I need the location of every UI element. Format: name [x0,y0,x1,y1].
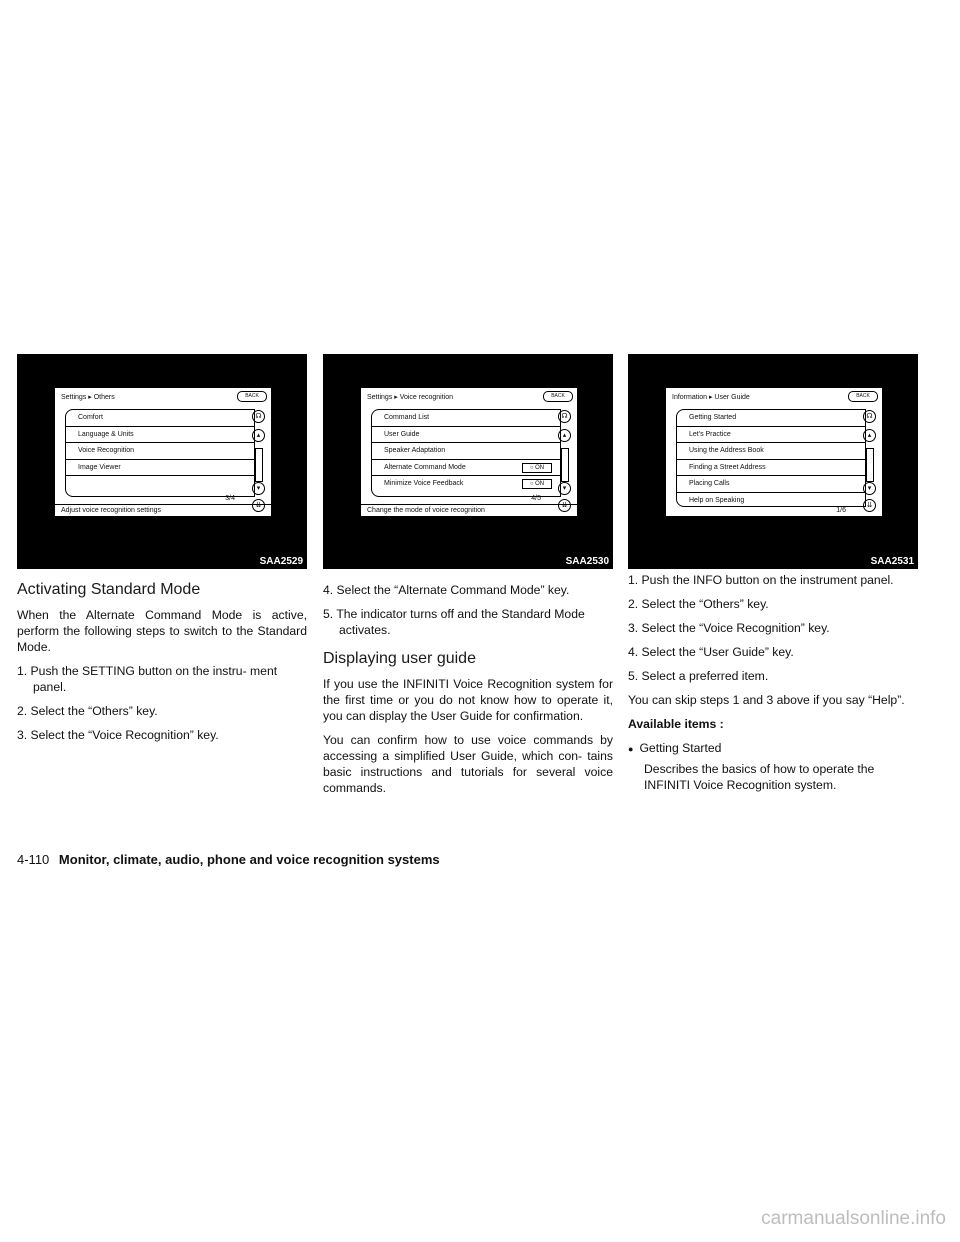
nav-screen [360,387,578,517]
figure-settings-voice [323,354,613,569]
menu-list [676,409,866,507]
scroll-down-icon: ▾ [863,482,876,495]
menu-item: Speaker Adaptation [372,443,560,460]
step: 3. Select the “Voice Recognition” key. [17,728,219,742]
menu-item: Language & Units [66,427,254,444]
page-footer [17,852,440,867]
scrollbar [866,448,874,482]
menu-item: Image Viewer [66,460,254,477]
paragraph: You can skip steps 1 and 3 above if you say “Help”. [628,693,905,707]
page-indicator: 4/5 [531,495,541,502]
voice-icon: ☊ [558,410,571,423]
toggle-state: ON [535,481,545,487]
jump-down-icon: ⇊ [863,499,876,512]
figure-label: SAA2529 [259,556,303,567]
menu-item-label: Minimize Voice Feedback [384,480,464,487]
scroll-down-icon: ▾ [252,482,265,495]
menu-item: Command List [372,410,560,427]
jump-down-icon: ⇊ [558,499,571,512]
step: 5. Select a preferred item. [628,669,769,683]
section-heading: Activating Standard Mode [17,581,201,598]
menu-item [372,476,560,492]
figure-label: SAA2530 [565,556,609,567]
scroll-up-icon: ▴ [558,429,571,442]
toggle-indicator: ○ ON [522,479,552,489]
scrollbar [561,448,569,482]
menu-item-label: Alternate Command Mode [384,463,466,471]
figure-label: SAA2531 [870,556,914,567]
figure-user-guide [628,354,918,569]
voice-icon: ☊ [252,410,265,423]
page-indicator: 1/6 [836,507,846,514]
page-number: 4-110 [17,852,50,867]
menu-item: Comfort [66,410,254,427]
menu-item [66,476,254,492]
screen-title: Settings ▸ Voice recognition [367,394,454,401]
jump-down-icon: ⇊ [252,499,265,512]
scroll-up-icon: ▴ [252,429,265,442]
toggle-indicator: ○ ON [522,463,552,473]
step: 2. Select the “Others” key. [628,597,769,611]
bullet-icon: ● [628,744,634,754]
menu-item [372,460,560,477]
step: 1. Push the INFO button on the instrument panel. [628,573,894,587]
status-bar: Change the mode of voice recognition [361,504,577,516]
back-button: BACK [848,391,878,402]
paragraph: If you use the INFINITI Voice Recognition system for the first time or you do not know how to operate it, you can display the User Guide for confirmation. [323,677,613,723]
menu-item: Finding a Street Address [677,460,865,477]
column-2 [323,354,613,804]
column-1 [17,354,307,751]
scrollbar [255,448,263,482]
chapter-title: Monitor, climate, audio, phone and voice recognition systems [58,852,440,867]
watermark: carmanualsonline.info [761,1208,946,1229]
menu-item: Using the Address Book [677,443,865,460]
menu-item: Getting Started [677,410,865,427]
list-item-label: Getting Started [639,741,722,755]
back-button: BACK [543,391,573,402]
step: 3. Select the “Voice Recognition” key. [628,621,830,635]
nav-screen [54,387,272,517]
status-bar: Adjust voice recognition settings [55,504,271,516]
column-3 [628,354,918,801]
toggle-state: ON [535,464,545,471]
menu-item: Placing Calls [677,476,865,493]
menu-item: User Guide [372,427,560,444]
step: 4. Select the “Alternate Command Mode” key. [323,583,570,597]
paragraph: When the Alternate Command Mode is active, perform the following steps to switch to the Standard Mode. [17,608,307,654]
scroll-down-icon: ▾ [558,482,571,495]
screen-title: Settings ▸ Others [61,394,115,401]
paragraph: You can confirm how to use voice commands by accessing a simplified User Guide, which con- tains basic instructions and tutorials for several voice commands. [323,733,613,795]
step: 2. Select the “Others” key. [17,704,158,718]
menu-item: Let's Practice [677,427,865,444]
step: 5. The indicator turns off and the Standard Mode activates. [323,607,585,637]
figure-settings-others [17,354,307,569]
step: 4. Select the “User Guide” key. [628,645,794,659]
scroll-up-icon: ▴ [863,429,876,442]
menu-list [65,409,255,497]
step: 1. Push the SETTING button on the instru- ment panel. [17,664,278,694]
nav-screen [665,387,883,517]
menu-item: Help on Speaking [689,496,745,504]
screen-title: Information ▸ User Guide [672,394,750,401]
available-items-label: Available items : [628,717,724,731]
voice-icon: ☊ [863,410,876,423]
menu-list [371,409,561,497]
menu-item: Voice Recognition [66,443,254,460]
list-item [628,740,918,757]
section-heading: Displaying user guide [323,650,476,667]
list-item-description: Describes the basics of how to operate the INFINITI Voice Recognition system. [644,762,875,792]
back-button: BACK [237,391,267,402]
page-indicator: 3/4 [225,495,235,502]
